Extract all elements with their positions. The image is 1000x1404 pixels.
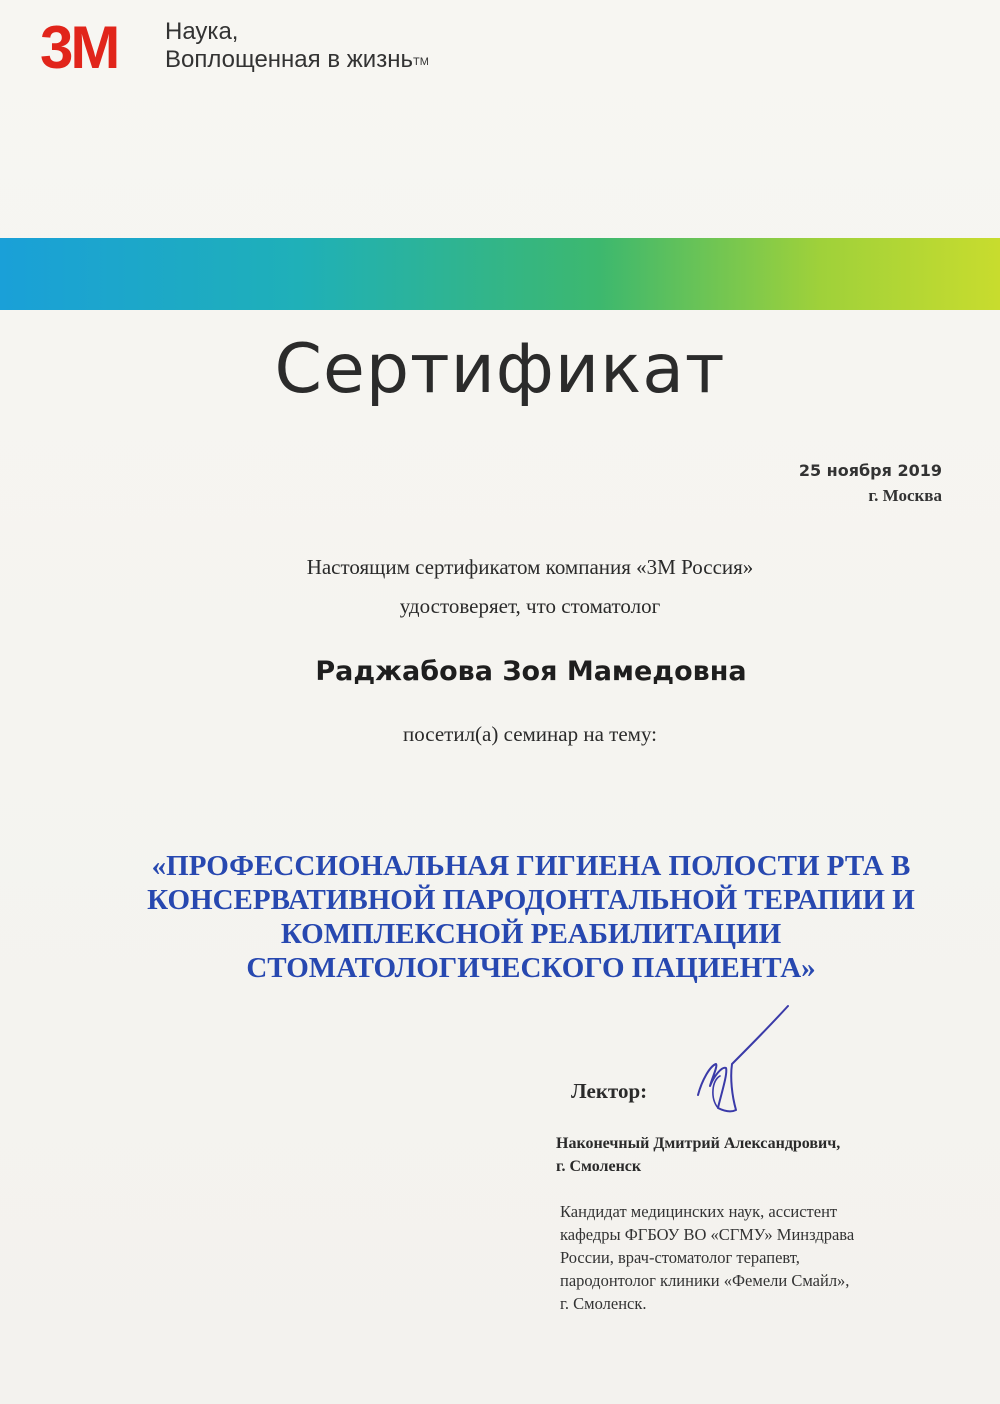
signature-icon: [680, 1000, 800, 1120]
topic-line: КОНСЕРВАТИВНОЙ ПАРОДОНТАЛЬНОЙ ТЕРАПИИ И: [147, 884, 915, 916]
intro-line-1: Настоящим сертификатом компания «3М Россия»: [306, 555, 754, 579]
intro-line-2: удостоверяет, что стоматолог: [399, 594, 661, 618]
3m-logo-text: 3M: [40, 18, 118, 76]
gradient-band: [0, 238, 1000, 310]
topic-line: КОМПЛЕКСНОЙ РЕАБИЛИТАЦИИ: [280, 918, 782, 950]
3m-logo: [40, 18, 152, 76]
lecturer-city: г. Смоленск: [556, 1158, 642, 1175]
description-line: пародонтолог клиники «Фемели Смайл»,: [560, 1271, 850, 1290]
tagline-line-2: Воплощенная в жизнь: [165, 46, 413, 73]
lecturer-name-line-1: Наконечный Дмитрий Александрович,: [556, 1135, 841, 1152]
lecturer-description: [560, 1200, 854, 1315]
description-line: Кандидат медицинских наук, ассистент: [560, 1202, 838, 1221]
certificate-title: Сертификат: [274, 330, 726, 409]
topic-line: «ПРОФЕССИОНАЛЬНАЯ ГИГИЕНА ПОЛОСТИ РТА В: [151, 850, 911, 882]
tagline: [165, 18, 429, 74]
trademark-mark: TM: [412, 56, 429, 68]
description-line: кафедры ФГБОУ ВО «СГМУ» Минздрава: [560, 1225, 855, 1244]
certificate-date: 25 ноября 2019: [798, 461, 942, 480]
description-line: России, врач-стоматолог терапевт,: [560, 1248, 800, 1267]
description-line: г. Смоленск.: [560, 1294, 647, 1313]
certificate-place: г. Москва: [868, 486, 942, 505]
attended-line: посетил(а) семинар на тему:: [403, 722, 657, 746]
lecturer-label: Лектор:: [571, 1079, 648, 1103]
topic-line: СТОМАТОЛОГИЧЕСКОГО ПАЦИЕНТА»: [246, 952, 816, 984]
recipient-name: Раджабова Зоя Мамедовна: [315, 656, 747, 687]
seminar-topic: [0, 849, 1000, 985]
lecturer-name: [556, 1132, 840, 1178]
tagline-line-1: Наука,: [165, 18, 239, 45]
